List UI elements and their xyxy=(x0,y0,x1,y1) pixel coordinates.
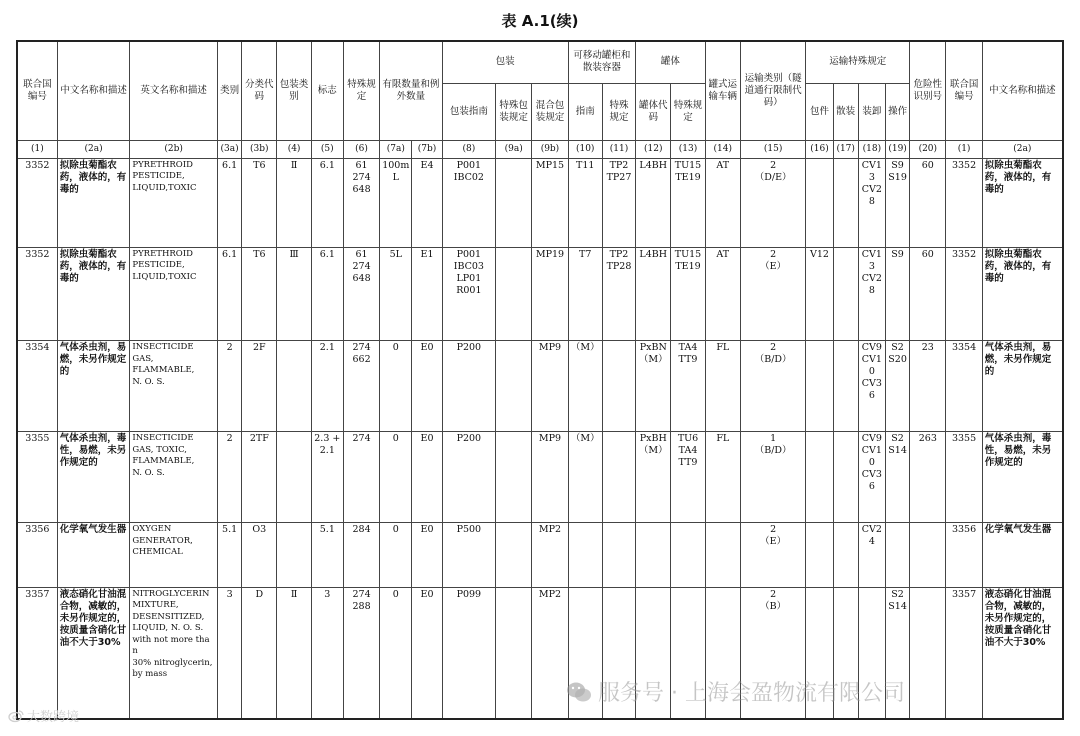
hdr-name-en: 英文名称和描述 xyxy=(130,41,218,140)
cell-c1r: 3356 xyxy=(946,523,982,588)
cell-c20 xyxy=(910,587,946,719)
hdr-class-code: 分类代码 xyxy=(242,41,277,140)
cell-c8: P001 IBC03 LP01 R001 xyxy=(442,247,495,340)
hdr-transport-cat: 运输类别（隧道通行限制代码） xyxy=(740,41,805,140)
cell-c14: FL xyxy=(705,341,740,432)
cell-c10: （M） xyxy=(568,341,602,432)
col-number: (7b) xyxy=(412,140,442,158)
cell-c8: P500 xyxy=(442,523,495,588)
cell-c4: Ⅲ xyxy=(277,247,311,340)
cell-c6: 61 274 648 xyxy=(343,247,379,340)
cell-c20: 263 xyxy=(910,432,946,523)
col-number: (17) xyxy=(833,140,858,158)
cell-c16 xyxy=(806,341,833,432)
cell-c9b: MP2 xyxy=(532,523,568,588)
cell-c1r: 3355 xyxy=(946,432,982,523)
cell-c1: 3355 xyxy=(17,432,57,523)
cell-c2b: OXYGEN GENERATOR, CHEMICAL xyxy=(130,523,218,588)
cell-c7a: 0 xyxy=(380,341,412,432)
cell-c2b: PYRETHROID PESTICIDE, LIQUID,TOXIC xyxy=(130,247,218,340)
hdr-name-cn: 中文名称和描述 xyxy=(57,41,130,140)
cell-c3b: 2F xyxy=(242,341,277,432)
cell-c1: 3352 xyxy=(17,247,57,340)
cell-c1r: 3357 xyxy=(946,587,982,719)
cell-c2ar: 气体杀虫剂，毒性，易燃，未另作规定的 xyxy=(982,432,1063,523)
cell-c3b: D xyxy=(242,587,277,719)
col-number: (16) xyxy=(806,140,833,158)
cell-c9a xyxy=(496,341,532,432)
cell-c11 xyxy=(602,341,635,432)
cell-c2b: NITROGLYCERIN MIXTURE, DESENSITIZED, LIQUID, N. O. S. with not more than 30% nitroglycerin, by mass xyxy=(130,587,218,719)
cell-c18: CV9 CV10 CV36 xyxy=(858,432,885,523)
cell-c3a: 5.1 xyxy=(218,523,242,588)
hdr-labels: 标志 xyxy=(311,41,343,140)
cell-c7a: 0 xyxy=(380,587,412,719)
cell-c16 xyxy=(806,432,833,523)
cell-c14 xyxy=(705,523,740,588)
cell-c3a: 2 xyxy=(218,432,242,523)
cell-c10 xyxy=(568,523,602,588)
cell-c15: 1 （B/D） xyxy=(740,432,805,523)
cell-c15: 2 （D/E） xyxy=(740,158,805,247)
cell-c19: S2 S14 xyxy=(885,587,909,719)
cell-c4 xyxy=(277,523,311,588)
watermark-left-text: 大数跨境 xyxy=(27,710,80,725)
hdr-packaging: 包装 xyxy=(442,41,568,83)
cell-c2b: PYRETHROID PESTICIDE, LIQUID,TOXIC xyxy=(130,158,218,247)
cell-c5: 3 xyxy=(311,587,343,719)
cell-c2a: 化学氧气发生器 xyxy=(57,523,130,588)
cell-c8: P200 xyxy=(442,432,495,523)
table-row xyxy=(17,247,1063,340)
cell-c1: 3354 xyxy=(17,341,57,432)
cell-c7b: E0 xyxy=(412,523,442,588)
cell-c7a: 100mL xyxy=(380,158,412,247)
hdr-tank: 罐体 xyxy=(636,41,706,83)
cell-c2ar: 拟除虫菊酯农药，液体的，有毒的 xyxy=(982,247,1063,340)
cell-c4: Ⅱ xyxy=(277,158,311,247)
cell-c10: （M） xyxy=(568,432,602,523)
col-number: (2b) xyxy=(130,140,218,158)
cell-c4: Ⅱ xyxy=(277,587,311,719)
hdr-un-no-right: 联合国编号 xyxy=(946,41,982,140)
cell-c10: T11 xyxy=(568,158,602,247)
cell-c9b: MP15 xyxy=(532,158,568,247)
hdr-portable-tanks: 可移动罐柜和散装容器 xyxy=(568,41,636,83)
cell-c7b: E0 xyxy=(412,432,442,523)
cell-c3a: 3 xyxy=(218,587,242,719)
cell-c6: 274 xyxy=(343,432,379,523)
cell-c9b: MP9 xyxy=(532,432,568,523)
cell-c12: L4BH xyxy=(636,247,671,340)
hdr-pack-instr: 包装指南 xyxy=(442,83,495,140)
cell-c16 xyxy=(806,523,833,588)
cell-c15: 2 （E） xyxy=(740,523,805,588)
cell-c6: 274 662 xyxy=(343,341,379,432)
hdr-bulk: 散装 xyxy=(833,83,858,140)
cell-c3a: 6.1 xyxy=(218,247,242,340)
cell-c1: 3357 xyxy=(17,587,57,719)
col-number: (5) xyxy=(311,140,343,158)
col-number: (6) xyxy=(343,140,379,158)
cell-c19: S2 S14 xyxy=(885,432,909,523)
cell-c3b: T6 xyxy=(242,158,277,247)
cell-c17 xyxy=(833,432,858,523)
watermark-right xyxy=(566,676,905,707)
cell-c3b: 2TF xyxy=(242,432,277,523)
table-title: 表 A.1(续) xyxy=(501,12,579,30)
hdr-hazard-id: 危险性识别号 xyxy=(910,41,946,140)
table-row xyxy=(17,523,1063,588)
cell-c5: 6.1 xyxy=(311,158,343,247)
cell-c2ar: 气体杀虫剂，易燃，未另作规定的 xyxy=(982,341,1063,432)
col-number: (18) xyxy=(858,140,885,158)
cell-c6: 284 xyxy=(343,523,379,588)
cell-c14: FL xyxy=(705,432,740,523)
cell-c15: 2 （B/D） xyxy=(740,341,805,432)
hdr-operation: 操作 xyxy=(885,83,909,140)
hdr-tank-special: 特殊规定 xyxy=(602,83,635,140)
cell-c20 xyxy=(910,523,946,588)
cell-c8: P001 IBC02 xyxy=(442,158,495,247)
cell-c1r: 3352 xyxy=(946,158,982,247)
hdr-packing-group: 包装类别 xyxy=(277,41,311,140)
hdr-vehicle: 罐式运输车辆 xyxy=(705,41,740,140)
wechat-logo-icon xyxy=(566,681,592,703)
cell-c12 xyxy=(636,523,671,588)
cell-c16: V12 xyxy=(806,247,833,340)
dangerous-goods-table xyxy=(16,40,1064,720)
col-number: (20) xyxy=(910,140,946,158)
col-number: (3b) xyxy=(242,140,277,158)
cell-c5: 6.1 xyxy=(311,247,343,340)
cell-c4 xyxy=(277,432,311,523)
cell-c12: L4BH xyxy=(636,158,671,247)
cell-c18: CV13 CV28 xyxy=(858,247,885,340)
hdr-name-cn-right: 中文名称和描述 xyxy=(982,41,1063,140)
cell-c14: AT xyxy=(705,247,740,340)
cell-c15: 2 （B） xyxy=(740,587,805,719)
col-number: (1) xyxy=(17,140,57,158)
cell-c2ar: 化学氧气发生器 xyxy=(982,523,1063,588)
cell-c10: T7 xyxy=(568,247,602,340)
cell-c9a xyxy=(496,432,532,523)
cell-c7b: E1 xyxy=(412,247,442,340)
cell-c13: TU6 TA4 TT9 xyxy=(671,432,705,523)
cell-c9b: MP9 xyxy=(532,341,568,432)
column-number-row xyxy=(17,140,1063,158)
weibo-logo-icon xyxy=(8,709,24,723)
col-number: (9b) xyxy=(532,140,568,158)
cell-c7b: E0 xyxy=(412,341,442,432)
cell-c3b: O3 xyxy=(242,523,277,588)
cell-c9a xyxy=(496,247,532,340)
cell-c13: TU15 TE19 xyxy=(671,247,705,340)
col-number: (7a) xyxy=(380,140,412,158)
cell-c17 xyxy=(833,158,858,247)
col-number: (9a) xyxy=(496,140,532,158)
hdr-tank-instr: 指南 xyxy=(568,83,602,140)
hdr-class: 类别 xyxy=(218,41,242,140)
cell-c11: TP2 TP27 xyxy=(602,158,635,247)
col-number: (13) xyxy=(671,140,705,158)
cell-c3a: 6.1 xyxy=(218,158,242,247)
table-row xyxy=(17,341,1063,432)
cell-c7a: 5L xyxy=(380,247,412,340)
hdr-special-transport: 运输特殊规定 xyxy=(806,41,910,83)
cell-c1: 3356 xyxy=(17,523,57,588)
hdr-special-provisions: 特殊规定 xyxy=(343,41,379,140)
col-number: (2a) xyxy=(982,140,1063,158)
cell-c2a: 气体杀虫剂，易燃，未另作规定的 xyxy=(57,341,130,432)
cell-c18: CV13 CV28 xyxy=(858,158,885,247)
cell-c20: 23 xyxy=(910,341,946,432)
cell-c8: P200 xyxy=(442,341,495,432)
cell-c17 xyxy=(833,341,858,432)
cell-c7b: E4 xyxy=(412,158,442,247)
col-number: (4) xyxy=(277,140,311,158)
col-number: (3a) xyxy=(218,140,242,158)
cell-c9a xyxy=(496,523,532,588)
hdr-packages: 包件 xyxy=(806,83,833,140)
col-number: (15) xyxy=(740,140,805,158)
cell-c15: 2 （E） xyxy=(740,247,805,340)
cell-c7a: 0 xyxy=(380,432,412,523)
cell-c4 xyxy=(277,341,311,432)
table-row xyxy=(17,587,1063,719)
cell-c16 xyxy=(806,158,833,247)
table-row xyxy=(17,158,1063,247)
cell-c3a: 2 xyxy=(218,341,242,432)
cell-c13 xyxy=(671,523,705,588)
cell-c19: S2 S20 xyxy=(885,341,909,432)
hdr-special-pack: 特殊包装规定 xyxy=(496,83,532,140)
hdr-loading: 装卸 xyxy=(858,83,885,140)
hdr-tank-code: 罐体代码 xyxy=(636,83,671,140)
cell-c6: 61 274 648 xyxy=(343,158,379,247)
cell-c18: CV24 xyxy=(858,523,885,588)
cell-c5: 5.1 xyxy=(311,523,343,588)
cell-c14: AT xyxy=(705,158,740,247)
cell-c13: TU15 TE19 xyxy=(671,158,705,247)
watermark-right-text: 服务号 · 上海会盈物流有限公司 xyxy=(598,681,905,706)
cell-c1: 3352 xyxy=(17,158,57,247)
cell-c1r: 3354 xyxy=(946,341,982,432)
cell-c2b: INSECTICIDE GAS, TOXIC, FLAMMABLE, N. O. S. xyxy=(130,432,218,523)
cell-c2a: 液态硝化甘油混合物，减敏的，未另作规定的，按质量含硝化甘油不大于30% xyxy=(57,587,130,719)
hdr-tank-special2: 特殊规定 xyxy=(671,83,705,140)
hdr-limited-qty: 有限数量和例外数量 xyxy=(380,41,442,140)
cell-c19: S9 S19 xyxy=(885,158,909,247)
cell-c7b: E0 xyxy=(412,587,442,719)
hdr-un-no: 联合国编号 xyxy=(17,41,57,140)
col-number: (8) xyxy=(442,140,495,158)
cell-c12: PxBH （M） xyxy=(636,432,671,523)
col-number: (19) xyxy=(885,140,909,158)
cell-c9b: MP19 xyxy=(532,247,568,340)
cell-c17 xyxy=(833,247,858,340)
table-row xyxy=(17,432,1063,523)
cell-c2ar: 液态硝化甘油混合物，减敏的，未另作规定的，按质量含硝化甘油不大于30% xyxy=(982,587,1063,719)
cell-c5: 2.1 xyxy=(311,341,343,432)
cell-c17 xyxy=(833,523,858,588)
cell-c9a xyxy=(496,587,532,719)
cell-c20: 60 xyxy=(910,247,946,340)
cell-c13: TA4 TT9 xyxy=(671,341,705,432)
cell-c9a xyxy=(496,158,532,247)
cell-c18: CV9 CV10 CV36 xyxy=(858,341,885,432)
cell-c3b: T6 xyxy=(242,247,277,340)
watermark-left xyxy=(8,706,79,725)
col-number: (11) xyxy=(602,140,635,158)
cell-c2a: 拟除虫菊酯农药，液体的，有毒的 xyxy=(57,158,130,247)
hdr-mixed-pack: 混合包装规定 xyxy=(532,83,568,140)
cell-c2a: 气体杀虫剂，毒性，易燃，未另作规定的 xyxy=(57,432,130,523)
cell-c6: 274 288 xyxy=(343,587,379,719)
cell-c12: PxBN （M） xyxy=(636,341,671,432)
cell-c11 xyxy=(602,432,635,523)
cell-c11 xyxy=(602,523,635,588)
cell-c2a: 拟除虫菊酯农药，液体的，有毒的 xyxy=(57,247,130,340)
cell-c2b: INSECTICIDE GAS, FLAMMABLE, N. O. S. xyxy=(130,341,218,432)
cell-c9b: MP2 xyxy=(532,587,568,719)
cell-c7a: 0 xyxy=(380,523,412,588)
cell-c5: 2.3 + 2.1 xyxy=(311,432,343,523)
col-number: (14) xyxy=(705,140,740,158)
cell-c1r: 3352 xyxy=(946,247,982,340)
col-number: (2a) xyxy=(57,140,130,158)
col-number: (1) xyxy=(946,140,982,158)
col-number: (10) xyxy=(568,140,602,158)
cell-c2ar: 拟除虫菊酯农药，液体的，有毒的 xyxy=(982,158,1063,247)
cell-c11: TP2 TP28 xyxy=(602,247,635,340)
cell-c19: S9 xyxy=(885,247,909,340)
col-number: (12) xyxy=(636,140,671,158)
cell-c19 xyxy=(885,523,909,588)
cell-c20: 60 xyxy=(910,158,946,247)
cell-c8: P099 xyxy=(442,587,495,719)
